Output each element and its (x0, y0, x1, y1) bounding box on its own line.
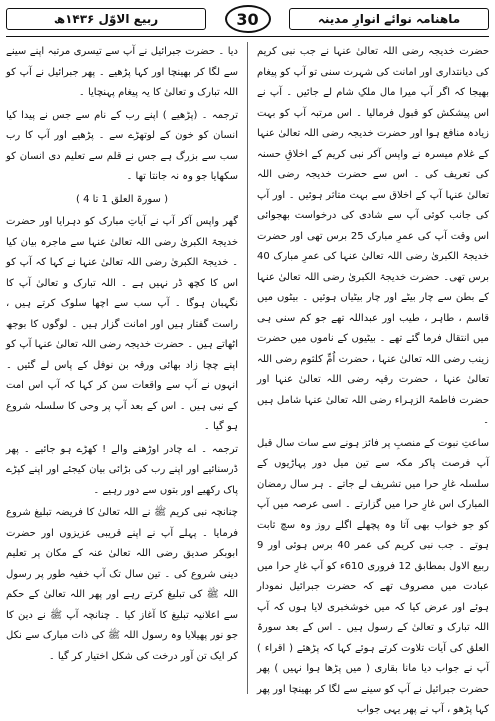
paragraph: ساعتِ نبوت کے منصبِ پر فائز ہونے سے سات سال قبل آپ فرصت پاکر مکہ سے تین میل دور پہاڑیوں کے سلسلہ غارِ حرا میں تشریف لے جاتے ۔ ہر سال رمضان المبارک اس غارِ حرا میں گزارتے ۔ اسی عرصہ میں آپ کو جو خواب بھی آتا وہ پچھلے اگلے روز وہ سچ ثابت ہوتے ۔ جب نبی کریم کی عمر 40 برس ہوئی اور 9 ربیع الاول بمطابق 12 فروری 610ء کو آپ غارِ حرا میں عبادت میں مصروف تھے کہ حضرت جبرائیل نمودار ہوئے اور عرض کیا کہ میں خوشخبری لایا ہوں کہ آپ اللہ تبارک و تعالیٰ کے رسول ہیں ۔ اس کے بعد سورۃ العلق کی آیات تلاوت کرتے ہوئے کہا کہ پڑھئے ( اقراء ) آپ نے جواب دیا مانا بقاری ( میں پڑھا ہوا نہیں ) پھر حضرت جبرائیل نے آپ کو سینے سے لگا کر بھینچا اور پھر کہا پڑھو ، آپ نے پھر یہی جواب (257, 437, 489, 715)
right-column (257, 42, 490, 715)
verse-reference: ( سورۃ العلق 1 تا 4 ) (75, 193, 168, 205)
header-divider (6, 36, 489, 37)
magazine-title: ماهنامہ نوائے انوارِ مدینہ (289, 8, 489, 30)
paragraph: حضرت خدیجہ رضی اللہ تعالیٰ عنہا نے جب نبی کریم کی دیانتداری اور امانت کی شہرت سنی تو آپ کو پیغام بھیجا کہ اگر آپ میرا مال ملکِ شام لے جائیں ۔ آپ نے اس پیشکش کو قبول فرمالیا ۔ اس مرتبہ آپ کو بہت زیادہ منافع ہوا اور حضرت خدیجہ رضی اللہ تعالیٰ عنہا کے غلام میسرہ نے واپس آکر نبی کریم کے اخلاقِ حسنہ کی تعریف کی ۔ اس سے حضرت خدیجہ رضی اللہ تعالیٰ عنہا آپ کے اخلاق سے بہت متاثر ہوئیں ۔ اور آپ کی جانب کوئی آپ سے شادی کی درخواست بھجوائی اس وقت آپ کی عمرِ مبارک 25 برس تھی اور حضرت خدیجۃ الکبریٰ رضی اللہ تعالیٰ عنہا کی عمرِ مبارک 40 برس تھی۔ حضرت خدیجۃ الکبریٰ رضی اللہ تعالیٰ عنہا کے بطن سے چار بیٹے اور چار بیٹیاں ہوئیں ۔ بیٹوں میں قاسم ، طاہر ، طیب اور عبداللہ تھے جو کم سنی ہی میں انتقال فرما گئے تھے ۔ بیٹیوں کے ناموں میں حضرت زینب رضی اللہ تعالیٰ عنہا ، حضرت اُمِّ کلثوم رضی اللہ تعالیٰ عنہا ، حضرت رقیہ رضی اللہ تعالیٰ عنہا اور حضرت فاطمۃ الزہراء رضی اللہ تعالیٰ عنہا شامل ہیں ۔ (257, 46, 490, 426)
page-number: 30 (225, 5, 271, 33)
issue-date: ربیع الاوّل ۱۴۳۶ھ (6, 8, 206, 30)
paragraph: ترجمہ ۔ اے چادر اوڑھنے والے ! کھڑے ہو جائیے ۔ پھر ڈرسنائیے اور اپنے رب کی بڑائی بیان کیجئے اور اپنے کپڑے پاک رکھیے اور بتوں سے دور رہیے ۔ (6, 443, 238, 496)
paragraph: گھر واپس آکر آپ نے آیاتِ مبارک کو دہرایا اور حضرت خدیجۃ الکبریٰ رضی اللہ تعالیٰ عنہا سے ماجرہ بیان کیا ۔ خدیجۃ الکبریٰ رضی اللہ تعالیٰ عنہا نے کہا کہ آپ کو اس کا کچھ ڈر نہیں ہے ۔ اللہ تبارک و تعالیٰ آپ کا نگہبان ہوگا ۔ آپ سب سے اچھا سلوک کرتے ہیں ، راست گفتار ہیں اور امانت گزار ہیں ۔ لوگوں کا بوجھ اٹھاتے ہیں ۔ حضرت خدیجہ رضی اللہ تعالیٰ عنہا آپ کو اپنے چچا زاد بھائی ورقہ بن نوفل کے پاس لے گئیں ۔ انہوں نے آپ سے واقعات سن کر کہا کہ آپ اس امت کے نبی ہیں ۔ اس کے بعد آپ پر وحی کا سلسلہ شروع ہو گیا ۔ (6, 216, 238, 432)
paragraph: دیا ۔ حضرت جبرائیل نے آپ سے تیسری مرتبہ اپنے سینے سے لگا کر بھینچا اور کہا پڑھیے ۔ پھر جبرائیل نے آپ کو اللہ تبارک و تعالیٰ کا یہ پیغام پہنچایا ۔ (6, 46, 238, 98)
paragraph: ترجمہ ۔ (پڑھیے ) اپنے رب کے نام سے جس نے پیدا کیا انسان کو خون کے لوتھڑے سے ۔ پڑھیے اور آپ کا رب سب سے بزرگ ہے جس نے قلم سے تعلیم دی انسان کو سکھایا جو وہ نہ جانتا تھا ۔ (6, 109, 238, 182)
paragraph: چنانچہ نبی کریم ﷺ نے اللہ تعالیٰ کا فریضہ تبلیغ شروع فرمایا ۔ پہلے آپ نے اپنے قریبی عزیزوں اور حضرت ابوبکر صدیق رضی اللہ تعالیٰ عنہ کے مکان پر تعلیم دینی شروع کی ۔ تین سال تک آپ خفیہ طور پر رسول اللہ ﷺ کی تبلیغ کرتے رہے اور پھر اللہ تعالیٰ کے حکم سے اعلانیہ تبلیغ کا آغاز کیا ۔ چنانچہ آپ ﷺ نے دین کا جو نور پھیلایا وہ رسول اللہ ﷺ کی ذات مبارک سے نکل کر ایک تن آور درخت کی شکل اختیار کر گیا ۔ (6, 507, 238, 662)
left-column (6, 42, 238, 694)
page-header (6, 4, 489, 34)
column-divider (247, 42, 248, 694)
